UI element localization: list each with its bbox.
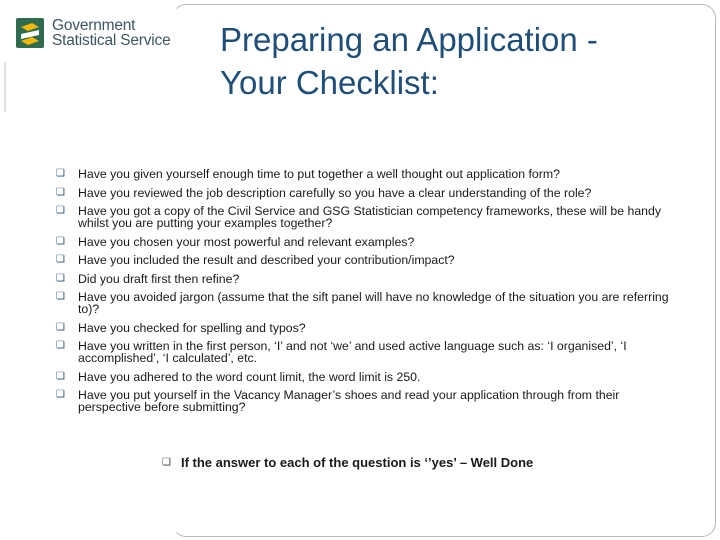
checklist-item	[56, 205, 676, 229]
checklist-item	[56, 291, 676, 315]
checklist-item-text: Have you reviewed the job description carefully so you have a clear understanding of the role?	[78, 185, 592, 200]
logo-line-2: Statistical Service	[52, 32, 171, 49]
checkbox-bullet-icon: ❏	[162, 457, 171, 468]
checklist-item	[56, 236, 676, 248]
conclusion-line	[162, 455, 533, 470]
checklist-item	[56, 187, 676, 199]
page-title	[220, 18, 690, 104]
title-line-1: Preparing an Application -	[220, 21, 598, 58]
checklist-item	[56, 273, 676, 285]
checkbox-bullet-icon: ❏	[56, 370, 65, 382]
checkbox-bullet-icon: ❏	[56, 389, 65, 400]
checklist-item-text: Have you written in the first person, ‘I’ and not ‘we’ and used active language such as: ‘I organised’, ‘I accomplished’, ‘I calculated’, etc.	[78, 339, 627, 365]
checklist	[56, 168, 676, 420]
checklist-item	[56, 371, 676, 383]
checklist-item-text: Have you chosen your most powerful and relevant examples?	[78, 234, 415, 249]
checklist-item	[56, 389, 676, 413]
checklist-item-text: Have you checked for spelling and typos?	[78, 320, 306, 335]
checkbox-bullet-icon: ❏	[56, 272, 65, 284]
checkbox-bullet-icon: ❏	[56, 205, 65, 216]
checklist-item-text: Have you given yourself enough time to put together a well thought out application form?	[78, 167, 560, 181]
checkbox-bullet-icon: ❏	[56, 340, 65, 351]
gss-logo	[16, 16, 171, 50]
checklist-item-text: Did you draft first then refine?	[78, 271, 240, 286]
checkbox-bullet-icon: ❏	[56, 168, 65, 179]
checkbox-bullet-icon: ❏	[56, 291, 65, 302]
logo-wordmark	[52, 18, 171, 48]
slide-frame-edge	[4, 62, 6, 112]
checkbox-bullet-icon: ❏	[56, 254, 65, 265]
checklist-item-text: Have you put yourself in the Vacancy Manager’s shoes and read your application through from their perspective before submitting?	[78, 388, 620, 414]
checklist-item-text: Have you included the result and described your contribution/impact?	[78, 253, 455, 267]
checklist-item-text: Have you avoided jargon (assume that the sift panel will have no knowledge of the situation you are referring to)?	[78, 290, 669, 316]
checkbox-bullet-icon: ❏	[56, 235, 65, 247]
checklist-item	[56, 168, 676, 180]
logo-line-1: Government	[52, 17, 136, 34]
checkbox-bullet-icon: ❏	[56, 186, 65, 198]
checkbox-bullet-icon: ❏	[56, 321, 65, 333]
title-line-2: Your Checklist:	[220, 64, 439, 101]
conclusion-text: If the answer to each of the question is ‘’yes’ – Well Done	[180, 455, 534, 470]
checklist-item	[56, 322, 676, 334]
checklist-item	[56, 340, 676, 364]
checklist-item	[56, 254, 676, 266]
checklist-item-text: Have you adhered to the word count limit, the word limit is 250.	[78, 369, 421, 384]
gss-logo-mark-icon	[16, 18, 44, 48]
checklist-item-text: Have you got a copy of the Civil Service and GSG Statistician competency frameworks, these will be handy whilst you are putting your examples together?	[78, 204, 662, 230]
